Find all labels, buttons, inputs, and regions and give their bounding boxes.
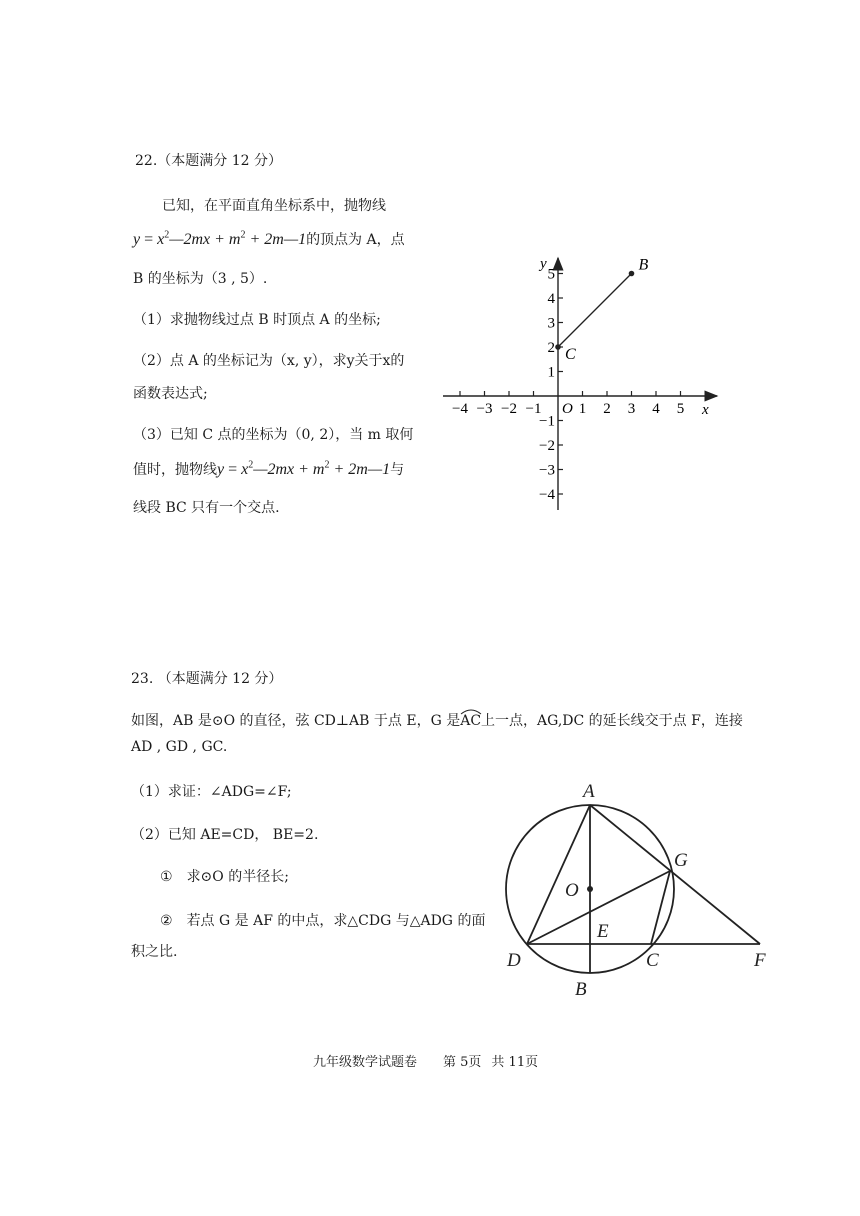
- y-tick-label: 5: [547, 266, 555, 283]
- arc-mark-icon: [460, 708, 482, 715]
- sub2-text-line2: 积之比.: [131, 944, 178, 960]
- q23-sub2: [160, 910, 485, 930]
- footer-page: 第 5页: [443, 1055, 482, 1070]
- x-tick-label: 3: [627, 401, 636, 417]
- y-tick-label: −1: [539, 413, 555, 430]
- line-af: [590, 805, 760, 944]
- q23-part2: （2）已知 AE=CD， BE=2.: [131, 827, 319, 843]
- label-g: G: [674, 850, 688, 871]
- y-tick-label: 1: [547, 364, 555, 381]
- q22-part2-line1: （2）点 A 的坐标记为（x, y），求y关于x的: [133, 353, 405, 369]
- y-tick-label: 3: [547, 315, 555, 332]
- q22-intro-line2-suffix: 的顶点为 A，点: [306, 232, 405, 248]
- q23-line1: 如图，AB 是⊙O 的直径，弦 CD⊥AB 于点 E，G 是 AC上一点，AG,DC 的延长线交于点 F，连接: [131, 710, 743, 730]
- q23-circle-figure: [495, 775, 780, 1000]
- x-tick-label: 2: [603, 401, 611, 417]
- origin-label: O: [562, 401, 573, 417]
- label-c: C: [646, 950, 659, 971]
- q22-part3-line2: 值时，抛物线$y = x^2—2mx + m^2$ + 2m—1与: [133, 459, 405, 478]
- sub1-text: 求⊙O 的半径长;: [186, 869, 289, 885]
- y-axis-label: y: [540, 256, 547, 272]
- q22-part3-line1: （3）已知 C 点的坐标为（0, 2），当 m 取何: [133, 427, 414, 443]
- x-tick-label: 1: [578, 401, 587, 417]
- footer-subject: 九年级数学试题卷: [313, 1055, 418, 1070]
- y-tick-label: 2: [547, 340, 555, 356]
- label-d: D: [507, 950, 521, 971]
- y-tick-label: −2: [539, 438, 555, 454]
- x-tick-label: −1: [525, 401, 542, 417]
- q23-sub1: [160, 866, 289, 886]
- q22-coordinate-graph: [435, 245, 735, 520]
- q22-formula-line: [133, 229, 405, 249]
- sub2-text-line1: 若点 G 是 AF 的中点，求△CDG 与△ADG 的面: [186, 913, 486, 929]
- q22-part2-line2: 函数表达式;: [133, 386, 208, 402]
- x-tick-label: 5: [676, 401, 685, 417]
- q22-formula: $y = x^2—2mx + m^2$ + 2m—1: [133, 229, 307, 248]
- axis-ticks: [452, 267, 684, 504]
- point-b: [629, 271, 635, 277]
- q23-header: 23. （本题满分 12 分）: [131, 671, 283, 687]
- q23-line2: AD , GD , GC.: [131, 739, 228, 755]
- page-footer: [313, 1051, 538, 1070]
- arc-ac-label: AC: [460, 713, 481, 729]
- q22-part1: （1）求抛物线过点 B 时顶点 A 的坐标;: [133, 312, 381, 328]
- sub1-marker: ①: [160, 869, 173, 885]
- label-o: O: [565, 880, 579, 901]
- x-axis-label: x: [702, 402, 709, 418]
- label-f: F: [754, 950, 766, 971]
- point-c-label: C: [565, 346, 576, 363]
- y-tick-label: −3: [539, 462, 555, 479]
- q22-formula-repeat: $y = x^2—2mx + m^2$ + 2m—1: [217, 459, 391, 478]
- chord-ad: [527, 805, 590, 944]
- point-c: [555, 344, 561, 350]
- label-a: A: [583, 781, 595, 802]
- q22-header: 22.（本题满分 12 分）: [135, 153, 282, 169]
- segment-bc: [558, 274, 632, 348]
- label-e: E: [597, 921, 609, 942]
- center-o-dot: [587, 886, 593, 892]
- y-tick-label: 4: [547, 291, 555, 307]
- x-tick-label: −3: [476, 401, 493, 417]
- q22-part3-line3: 线段 BC 只有一个交点.: [133, 500, 280, 516]
- q22-intro-line3: B 的坐标为（3 , 5）.: [133, 271, 268, 287]
- q22-intro-line1: 已知，在平面直角坐标系中，抛物线: [162, 198, 386, 214]
- x-tick-label: −2: [501, 401, 517, 417]
- sub2-marker: ②: [160, 913, 173, 929]
- footer-total: 共 11页: [491, 1055, 539, 1070]
- x-tick-label: −4: [452, 401, 468, 417]
- point-b-label: B: [638, 256, 649, 274]
- q23-part1: （1）求证：∠ADG=∠F;: [131, 784, 292, 800]
- y-tick-label: −4: [539, 487, 555, 503]
- x-tick-label: 4: [652, 401, 660, 417]
- label-b: B: [575, 979, 587, 1000]
